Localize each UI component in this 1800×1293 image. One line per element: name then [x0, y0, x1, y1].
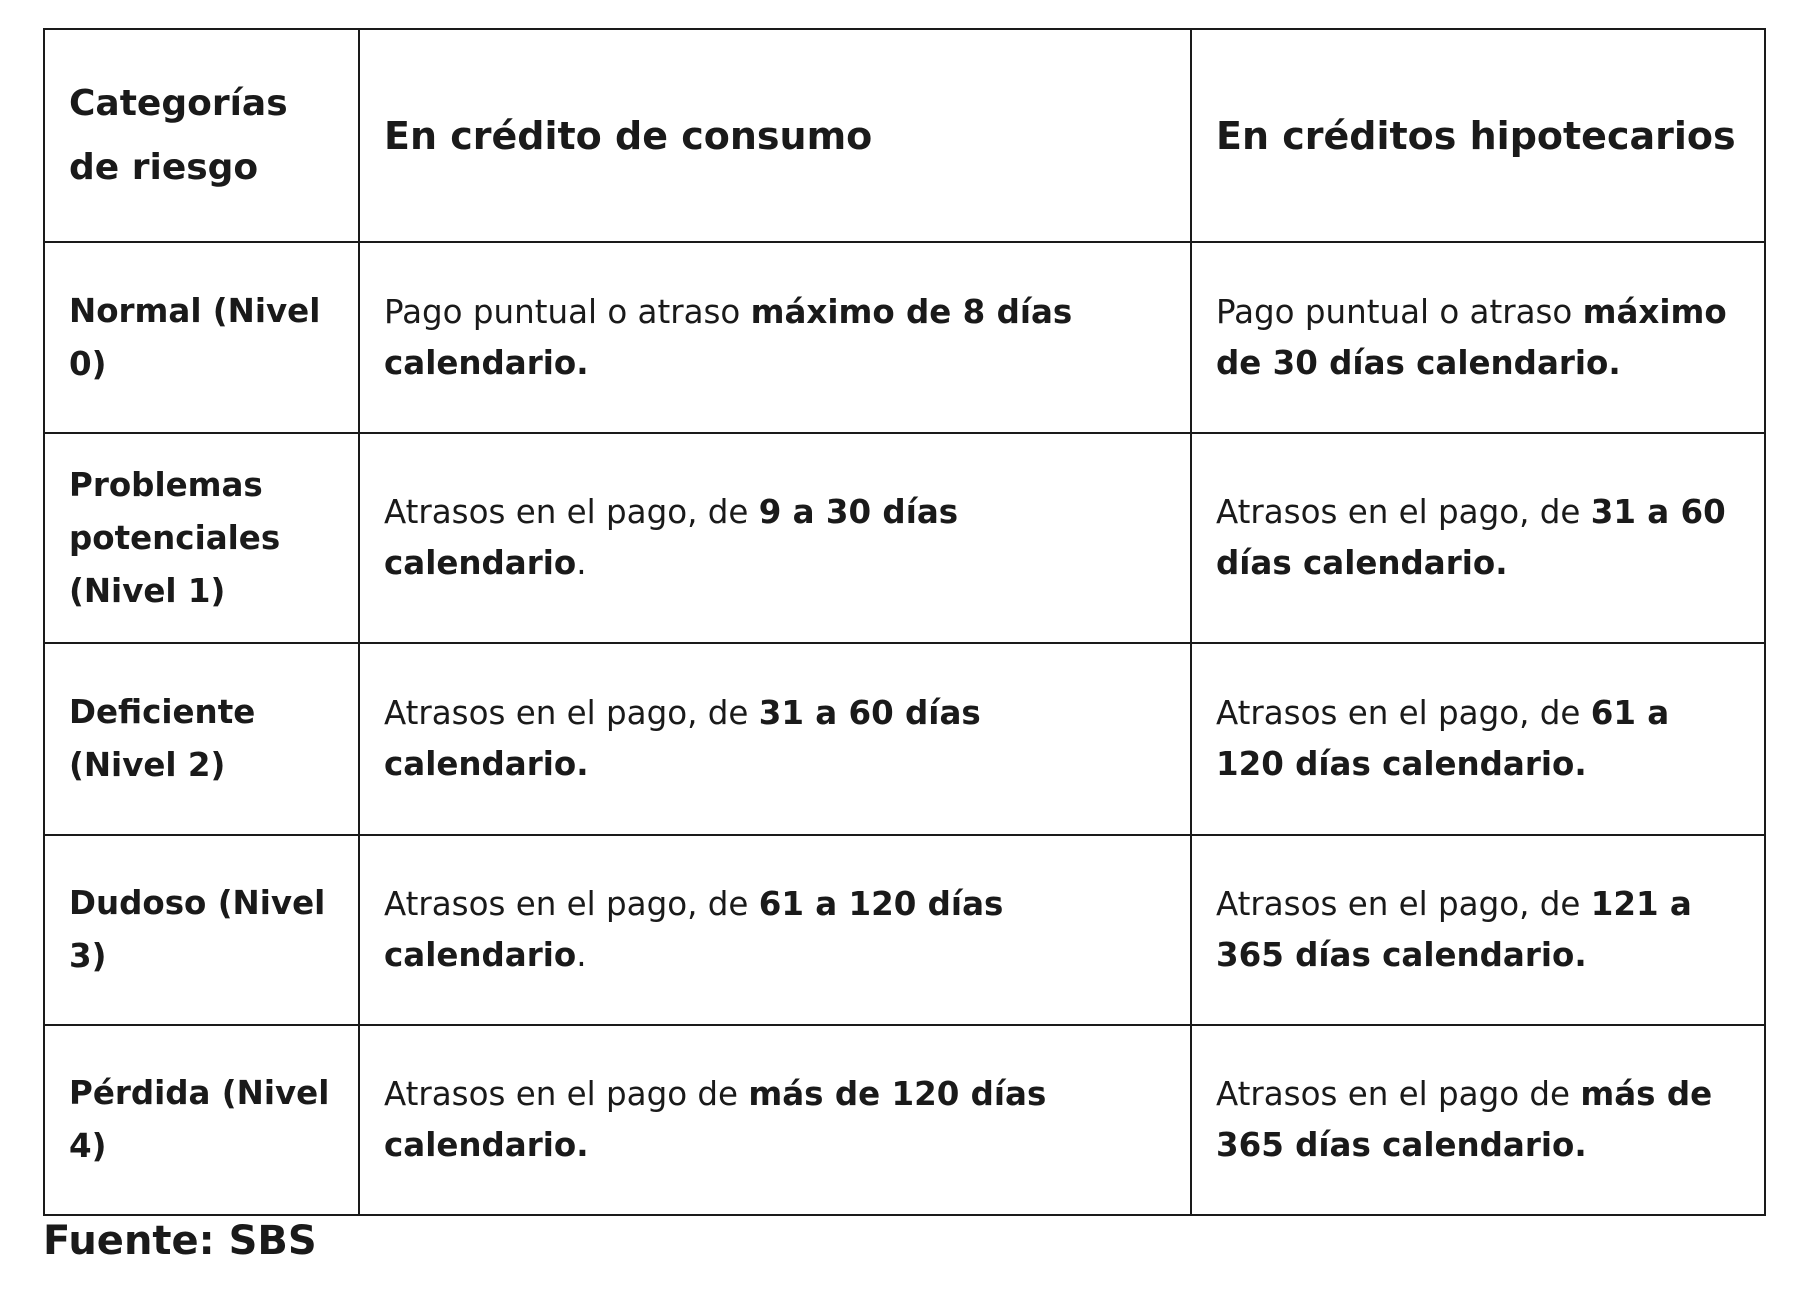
hipotecario-bold-text: 61 a 120 días calendario.: [1216, 694, 1670, 783]
hipotecario-bold-text: más de 365 días calendario.: [1216, 1075, 1713, 1164]
header-consumo: En crédito de consumo: [359, 29, 1191, 242]
consumo-bold-text: 9 a 30 días calendario: [384, 493, 959, 582]
consumo-text: Pago puntual o atraso: [384, 292, 751, 331]
hipotecario-cell: [1191, 835, 1765, 1025]
category-cell: Deficiente (Nivel 2): [44, 643, 359, 835]
hipotecario-cell: [1191, 643, 1765, 835]
category-cell: Normal (Nivel 0): [44, 242, 359, 433]
table-row: [44, 433, 1765, 643]
header-categorias: Categorías de riesgo: [44, 29, 359, 242]
risk-category-table-container: [43, 28, 1766, 1216]
consumo-post-text: .: [576, 544, 587, 582]
consumo-bold-text: más de 120 días calendario.: [384, 1075, 1047, 1164]
hipotecario-bold-text: 31 a 60 días calendario.: [1216, 493, 1726, 582]
hipotecario-bold-text: máximo de 30 días calendario.: [1216, 292, 1727, 382]
hipotecario-cell: [1191, 433, 1765, 643]
hipotecario-text: Atrasos en el pago, de: [1216, 885, 1591, 923]
source-note: Fuente: SBS: [43, 1218, 317, 1264]
consumo-cell: [359, 242, 1191, 433]
hipotecario-text: Atrasos en el pago, de: [1216, 694, 1591, 732]
category-cell: Dudoso (Nivel 3): [44, 835, 359, 1025]
consumo-text: Atrasos en el pago, de: [384, 885, 759, 923]
consumo-text: Atrasos en el pago de: [384, 1075, 749, 1113]
table-row: [44, 242, 1765, 433]
category-cell: Pérdida (Nivel 4): [44, 1025, 359, 1215]
consumo-text: Atrasos en el pago, de: [384, 694, 759, 732]
consumo-text: Atrasos en el pago, de: [384, 493, 759, 531]
consumo-cell: [359, 643, 1191, 835]
table-row: [44, 1025, 1765, 1215]
table-row: [44, 835, 1765, 1025]
consumo-post-text: .: [576, 936, 587, 974]
category-cell: Problemas potenciales (Nivel 1): [44, 433, 359, 643]
table-row: [44, 643, 1765, 835]
hipotecario-bold-text: 121 a 365 días calendario.: [1216, 885, 1692, 974]
hipotecario-cell: [1191, 242, 1765, 433]
consumo-bold-text: 31 a 60 días calendario.: [384, 694, 981, 783]
hipotecario-text: Atrasos en el pago, de: [1216, 493, 1591, 531]
hipotecario-cell: [1191, 1025, 1765, 1215]
consumo-cell: [359, 1025, 1191, 1215]
consumo-cell: [359, 433, 1191, 643]
consumo-bold-text: máximo de 8 días calendario.: [384, 292, 1073, 382]
header-hipotecarios: En créditos hipotecarios: [1191, 29, 1765, 242]
consumo-cell: [359, 835, 1191, 1025]
hipotecario-text: Pago puntual o atraso: [1216, 292, 1583, 331]
table-header-row: [44, 29, 1765, 242]
hipotecario-text: Atrasos en el pago de: [1216, 1075, 1581, 1113]
consumo-bold-text: 61 a 120 días calendario: [384, 885, 1004, 974]
risk-category-table: [43, 28, 1766, 1216]
